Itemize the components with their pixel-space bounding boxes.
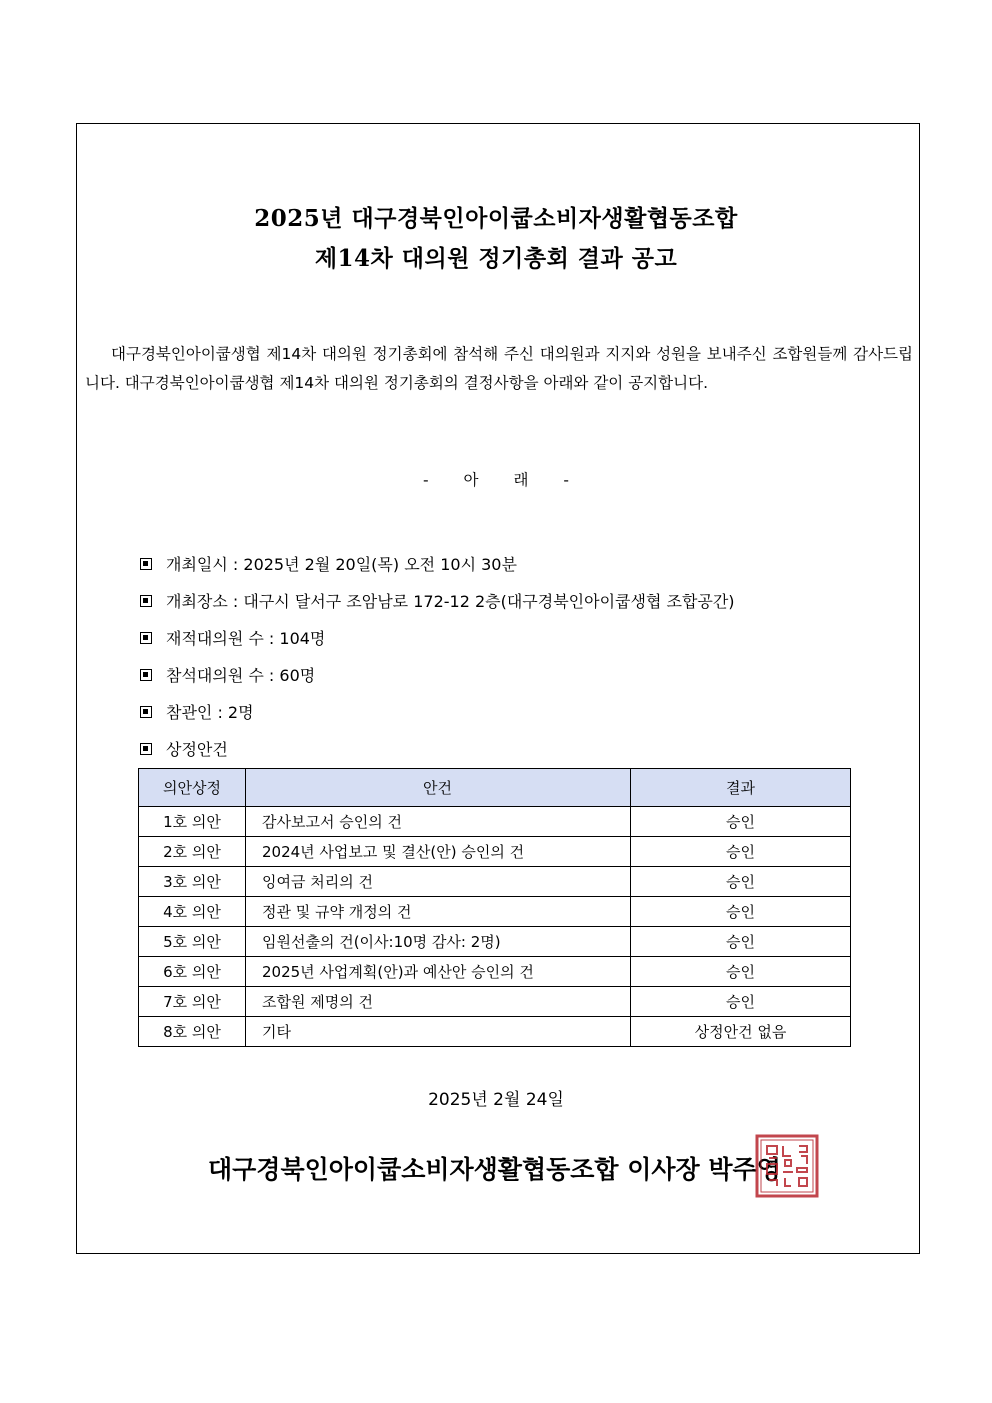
square-bullet-icon: [140, 706, 152, 718]
agenda-item: 잉여금 처리의 건: [246, 867, 631, 897]
square-bullet-icon: [140, 558, 152, 570]
agenda-number: 1호 의안: [139, 807, 246, 837]
table-row: [139, 987, 851, 1017]
agenda-item: 기타: [246, 1017, 631, 1047]
table-row: [139, 837, 851, 867]
agenda-result: 승인: [631, 867, 851, 897]
agenda-item: 감사보고서 승인의 건: [246, 807, 631, 837]
table-row: [139, 867, 851, 897]
agenda-item: 임원선출의 건(이사:10명 감사: 2명): [246, 927, 631, 957]
table-row: [139, 807, 851, 837]
square-bullet-icon: [140, 595, 152, 607]
square-bullet-icon: [140, 669, 152, 681]
agenda-item: 정관 및 규약 개정의 건: [246, 897, 631, 927]
agenda-number: 3호 의안: [139, 867, 246, 897]
table-row: [139, 957, 851, 987]
list-item: 개최장소 : 대구시 달서구 조암남로 172-12 2층(대구경북인아이쿱생협 조합공간): [140, 582, 735, 619]
agenda-result: 승인: [631, 837, 851, 867]
list-item: 참관인 : 2명: [140, 693, 735, 730]
notice-title-line2: 제14차 대의원 정기총회 결과 공고: [314, 245, 678, 272]
intro-paragraph: 대구경북인아이쿱생협 제14차 대의원 정기총회에 참석해 주신 대의원과 지지와 성원을 보내주신 조합원들께 감사드립니다. 대구경북인아이쿱생협 제14차 대의원 정기총회의 결정사항을 아래와 같이 공지합니다.: [85, 345, 913, 392]
notice-title-line1: 2025년 대구경북인아이쿱소비자생활협동조합: [254, 205, 738, 232]
agenda-item: 2024년 사업보고 및 결산(안) 승인의 건: [246, 837, 631, 867]
agenda-number: 6호 의안: [139, 957, 246, 987]
square-bullet-icon: [140, 632, 152, 644]
list-item: 개최일시 : 2025년 2월 20일(목) 오전 10시 30분: [140, 545, 735, 582]
table-row: [139, 1017, 851, 1047]
list-item: 재적대의원 수 : 104명: [140, 619, 735, 656]
column-header: 안건: [246, 769, 631, 807]
agenda-number: 4호 의안: [139, 897, 246, 927]
column-header: 결과: [631, 769, 851, 807]
list-item: 참석대의원 수 : 60명: [140, 656, 735, 693]
official-seal-icon: [755, 1134, 819, 1198]
arae-heading: - 아 래 -: [423, 471, 569, 489]
agenda-item: 2025년 사업계획(안)과 예산안 승인의 건: [246, 957, 631, 987]
agenda-item: 조합원 제명의 건: [246, 987, 631, 1017]
table-header-row: [139, 769, 851, 807]
list-item: 상정안건: [140, 730, 735, 767]
agenda-number: 7호 의안: [139, 987, 246, 1017]
table-row: [139, 897, 851, 927]
agenda-result: 승인: [631, 807, 851, 837]
agenda-number: 2호 의안: [139, 837, 246, 867]
agenda-result: 승인: [631, 897, 851, 927]
meeting-info-list: [140, 545, 735, 767]
agenda-number: 5호 의안: [139, 927, 246, 957]
agenda-number: 8호 의안: [139, 1017, 246, 1047]
agenda-result: 승인: [631, 987, 851, 1017]
agenda-result: 승인: [631, 957, 851, 987]
square-bullet-icon: [140, 743, 152, 755]
notice-date: 2025년 2월 24일: [428, 1090, 564, 1110]
agenda-result: 승인: [631, 927, 851, 957]
agenda-result: 상정안건 없음: [631, 1017, 851, 1047]
signer-name: 대구경북인아이쿱소비자생활협동조합 이사장 박주영: [208, 1155, 781, 1184]
column-header: 의안상정: [139, 769, 246, 807]
table-row: [139, 927, 851, 957]
agenda-table: [138, 768, 851, 1047]
